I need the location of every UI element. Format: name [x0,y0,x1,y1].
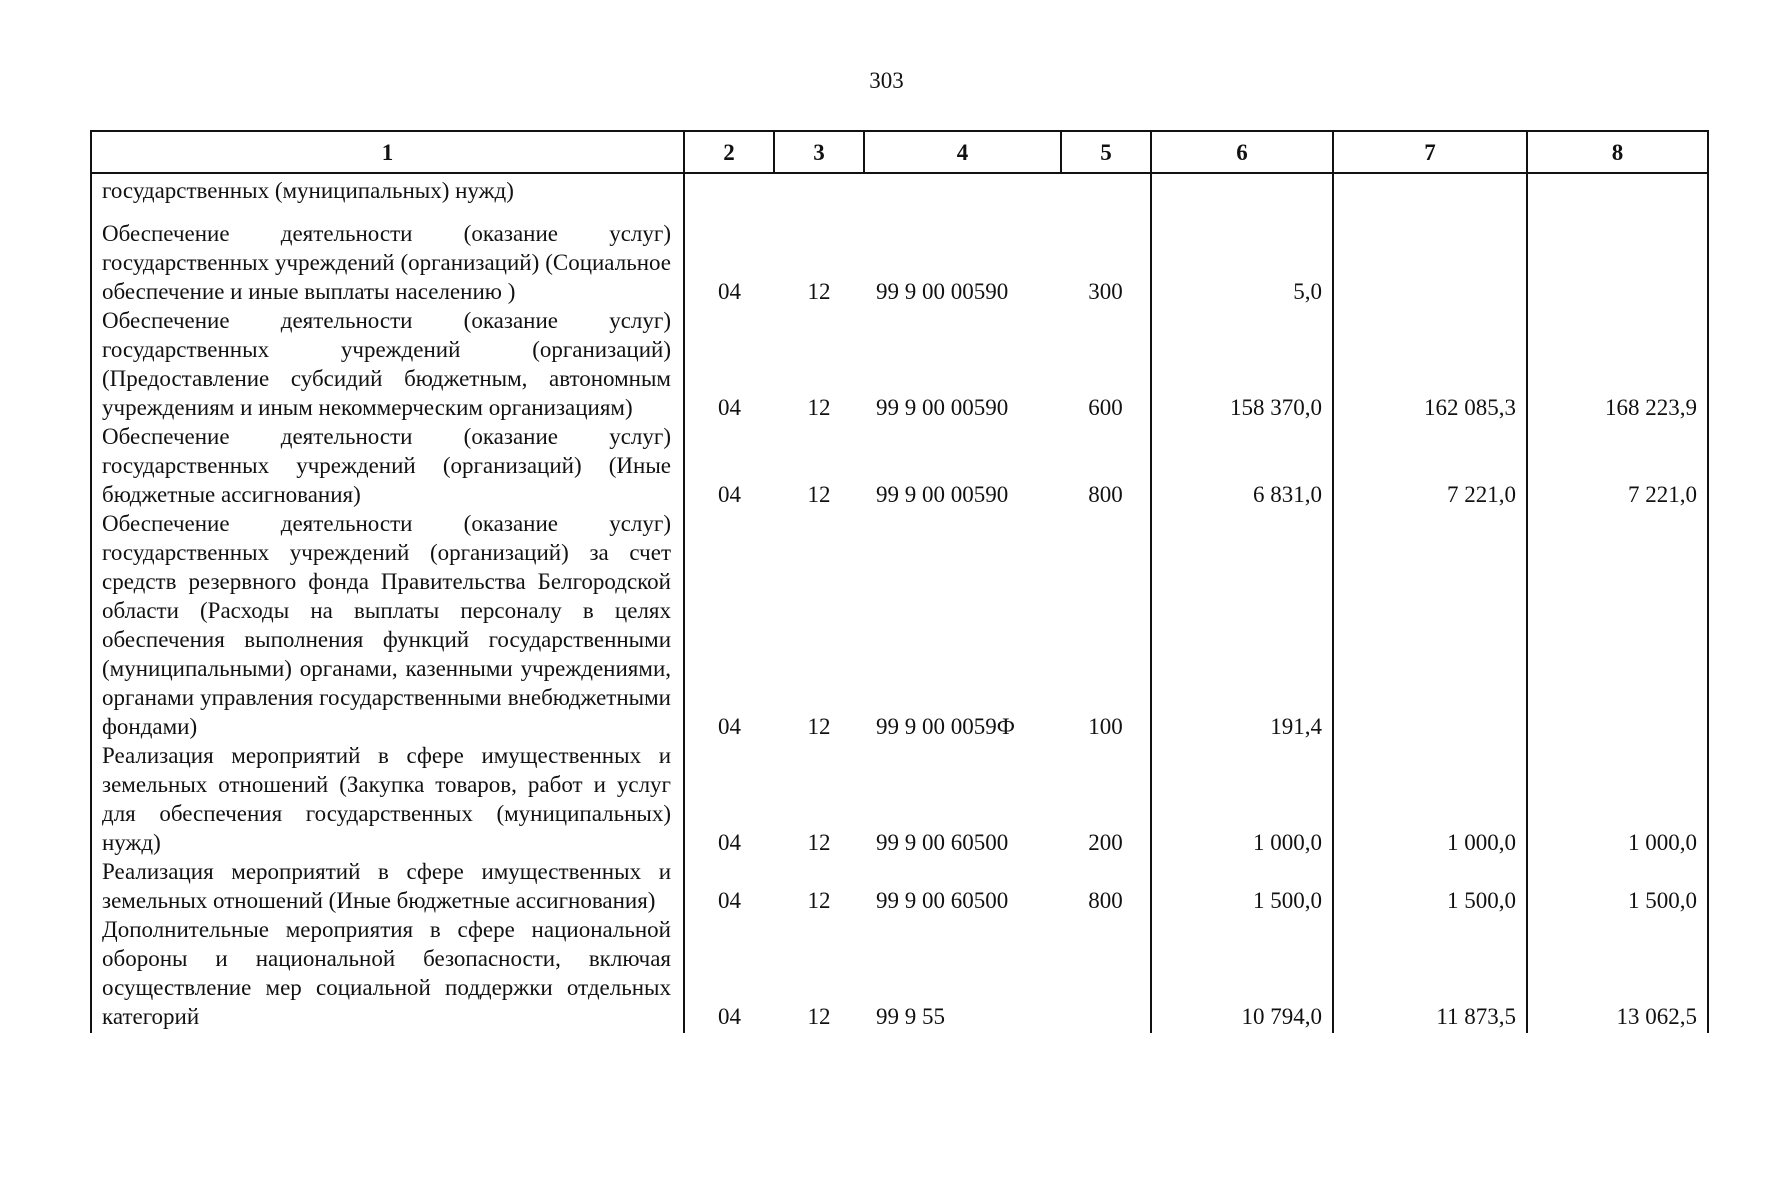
cell-amount-3 [1527,173,1708,205]
cell-amount-1: 1 500,0 [1151,857,1333,915]
cell-amount-3 [1527,509,1708,741]
cell-amount-3: 1 000,0 [1527,741,1708,857]
cell-section: 04 [718,395,741,420]
cell-section: 04 [718,830,741,855]
cell-subsection: 12 [807,482,831,507]
column-header: 3 [774,131,864,173]
cell-amount-1 [1151,173,1333,205]
cell-section: 04 [718,279,741,304]
cell-subsection: 12 [807,1004,831,1029]
header-row [91,131,1708,173]
cell-expense-type: 200 [1088,830,1123,855]
cell-target-code: 99 9 00 00590 [876,482,1009,507]
column-header: 8 [1527,131,1708,173]
cell-expense-type: 800 [1088,888,1123,913]
cell-amount-1: 191,4 [1151,509,1333,741]
page-number: 303 [869,68,904,93]
cell-section: 04 [718,714,741,739]
cell-amount-2: 1 000,0 [1333,741,1527,857]
cell-section: 04 [718,482,741,507]
cell-name: Обеспечение деятельности (оказание услуг) государственных учреждений (организаций) (Социальное обеспечение и иные выплаты населению ) [91,205,684,306]
cell-subsection: 12 [807,830,831,855]
cell-amount-3 [1527,205,1708,306]
cell-target-code: 99 9 00 0059Ф [876,714,1015,739]
table-row [91,173,1708,205]
cell-amount-3: 168 223,9 [1527,306,1708,422]
cell-name: Обеспечение деятельности (оказание услуг) государственных учреждений (организаций) (Иные бюджетные ассигнования) [91,422,684,509]
cell-expense-type: 300 [1088,279,1123,304]
cell-name: Реализация мероприятий в сфере имущественных и земельных отношений (Закупка товаров, работ и услуг для обеспечения государственных (муниципальных) нужд) [91,741,684,857]
cell-target-code [864,173,1061,205]
cell-target-code: 99 9 00 00590 [876,395,1009,420]
cell-section: 04 [718,1004,741,1029]
cell-expense-type: 100 [1088,714,1123,739]
cell-amount-1: 158 370,0 [1151,306,1333,422]
cell-target-code: 99 9 00 60500 [876,888,1009,913]
cell-amount-2: 7 221,0 [1333,422,1527,509]
table-row [91,741,1708,857]
cell-name: Обеспечение деятельности (оказание услуг) государственных учреждений (организаций) (Предоставление субсидий бюджетным, автономным учреждениям и иным некоммерческим организациям) [91,306,684,422]
column-header: 2 [684,131,774,173]
cell-subsection: 12 [807,714,831,739]
cell-amount-1: 5,0 [1151,205,1333,306]
cell-subsection: 12 [807,395,831,420]
cell-amount-1: 1 000,0 [1151,741,1333,857]
cell-name: государственных (муниципальных) нужд) [91,173,684,205]
column-header: 5 [1061,131,1151,173]
cell-amount-1: 6 831,0 [1151,422,1333,509]
cell-subsection [774,173,864,205]
cell-target-code: 99 9 55 [876,1004,945,1029]
table-row [91,205,1708,306]
cell-expense-type [1061,173,1151,205]
cell-expense-type: 600 [1088,395,1123,420]
cell-amount-2: 1 500,0 [1333,857,1527,915]
cell-name: Реализация мероприятий в сфере имущественных и земельных отношений (Иные бюджетные ассигнования) [91,857,684,915]
cell-amount-1: 10 794,0 [1151,915,1333,1033]
cell-subsection: 12 [807,279,831,304]
cell-target-code: 99 9 00 60500 [876,830,1009,855]
cell-section: 04 [718,888,741,913]
cell-amount-2: 11 873,5 [1333,915,1527,1033]
column-header: 1 [91,131,684,173]
cell-amount-3: 7 221,0 [1527,422,1708,509]
budget-table [90,130,1709,1033]
table-row [91,306,1708,422]
cell-amount-3: 1 500,0 [1527,857,1708,915]
cell-name: Дополнительные мероприятия в сфере национальной обороны и национальной безопасности, включая осуществление мер социальной поддержки отдельных категорий [91,915,684,1033]
cell-expense-type [1061,915,1151,1033]
cell-amount-2 [1333,509,1527,741]
table-row [91,915,1708,1033]
cell-section [684,173,774,205]
table-row [91,509,1708,741]
table-row [91,857,1708,915]
column-header: 7 [1333,131,1527,173]
cell-name: Обеспечение деятельности (оказание услуг) государственных учреждений (организаций) за счет средств резервного фонда Правительства Белгородской области (Расходы на выплаты персоналу в целях обеспечения выполнения функций государственными (муниципальными) органами, казенными учреждениями, органами управления государственными внебюджетными фондами) [91,509,684,741]
column-header: 4 [864,131,1061,173]
cell-amount-2: 162 085,3 [1333,306,1527,422]
cell-expense-type: 800 [1088,482,1123,507]
table-row [91,422,1708,509]
cell-amount-3: 13 062,5 [1527,915,1708,1033]
column-header: 6 [1151,131,1333,173]
cell-amount-2 [1333,205,1527,306]
cell-amount-2 [1333,173,1527,205]
cell-subsection: 12 [807,888,831,913]
cell-target-code: 99 9 00 00590 [876,279,1009,304]
